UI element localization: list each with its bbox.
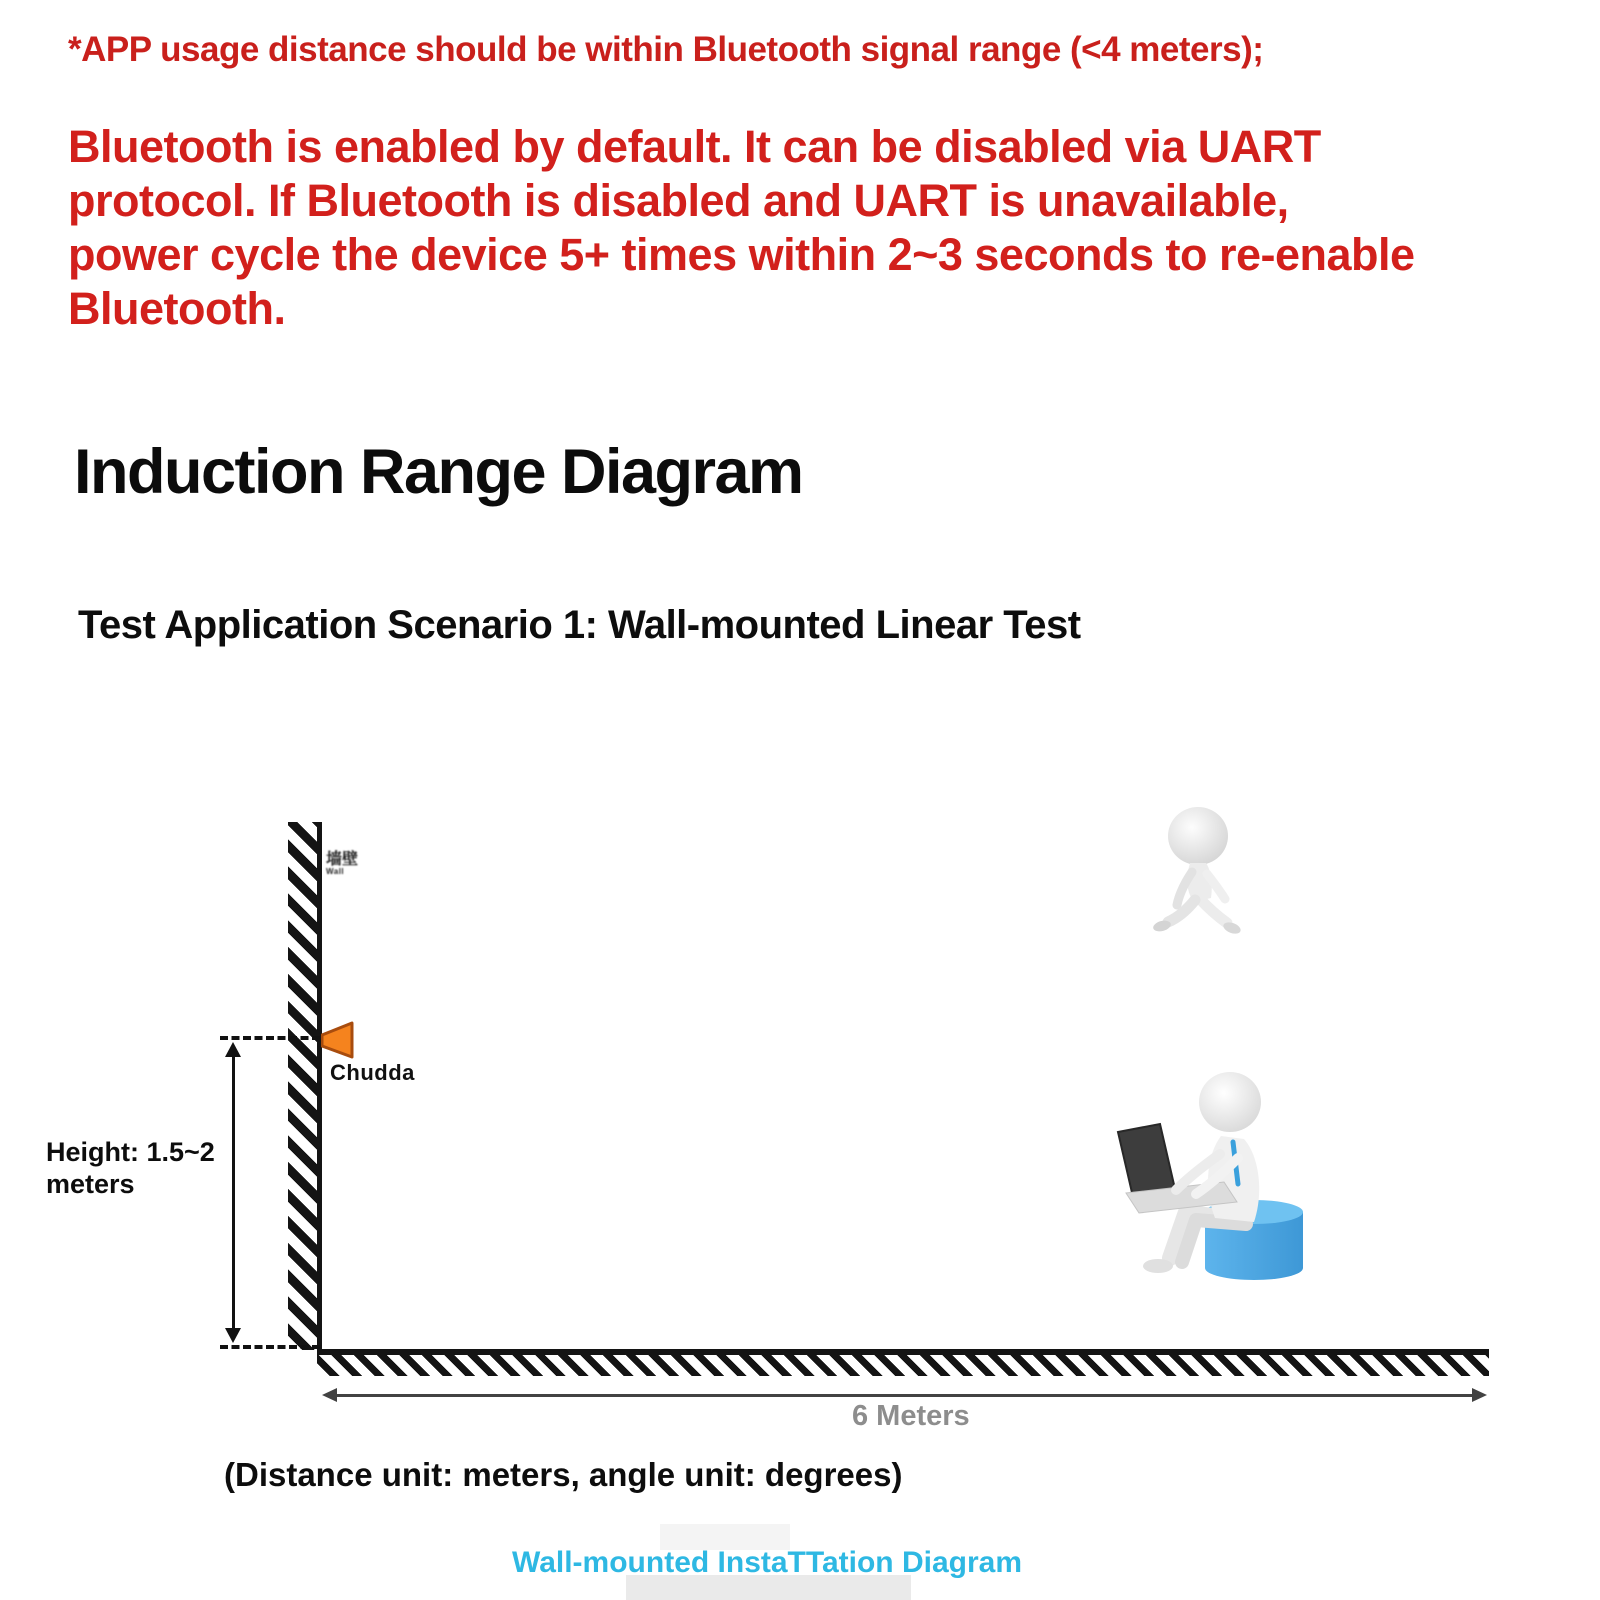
floor-hatch (317, 1355, 1489, 1376)
wall-label-cjk: 墙壁 (326, 851, 359, 868)
floor-level-dashed-line (220, 1345, 320, 1349)
scenario-subtitle: Test Application Scenario 1: Wall-mounted Linear Test (78, 603, 1081, 647)
height-arrow-up-icon (225, 1042, 241, 1057)
height-arrow-down-icon (225, 1328, 241, 1343)
distance-arrow-left-icon (322, 1388, 337, 1402)
warning-line: power cycle the device 5+ times within 2~3 seconds to re-enable (68, 229, 1415, 280)
warning-line: Bluetooth. (68, 283, 286, 334)
distance-arrow-right-icon (1472, 1388, 1487, 1402)
wall-label (326, 852, 376, 876)
warning-line: protocol. If Bluetooth is disabled and UART is unavailable, (68, 175, 1289, 226)
distance-arrow-line (330, 1394, 1478, 1397)
unit-note: (Distance unit: meters, angle unit: degrees) (224, 1456, 903, 1493)
installation-caption: Wall-mounted InstaTTation Diagram (512, 1546, 1023, 1579)
height-arrow-line (232, 1052, 235, 1334)
distance-label: 6 Meters (852, 1400, 970, 1432)
warning-line: Bluetooth is enabled by default. It can be disabled via UART (68, 121, 1321, 172)
sensor-height-dashed-line (220, 1036, 320, 1040)
sitting-person-laptop-icon (1088, 1062, 1318, 1292)
height-label-line2: meters (46, 1169, 135, 1199)
wall-hatch (288, 822, 318, 1350)
wall-label-sub: Wall (326, 867, 345, 876)
height-label-line1: Height: 1.5~2 (46, 1137, 215, 1167)
sensor-label: Chudda (330, 1060, 415, 1085)
wall-face-line (317, 822, 322, 1355)
walking-person-icon (1138, 806, 1248, 956)
page-title: Induction Range Diagram (74, 437, 803, 507)
bluetooth-warning-paragraph (68, 120, 1528, 336)
bluetooth-range-note: *APP usage distance should be within Bluetooth signal range (<4 meters); (68, 30, 1264, 69)
height-label (46, 1136, 215, 1200)
